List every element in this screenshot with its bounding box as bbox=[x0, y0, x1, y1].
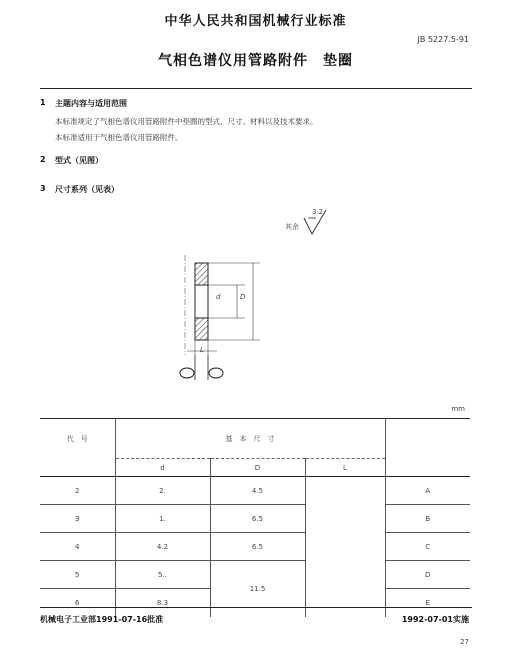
table-cell-mark: C bbox=[425, 542, 431, 551]
standard-organization-header: 中华人民共和国机械行业标准 bbox=[164, 14, 347, 29]
table-header-size-cell bbox=[115, 419, 385, 459]
approval-date: 机械电子工业部1991-07-16批准 bbox=[40, 615, 164, 624]
footer-rule bbox=[40, 607, 472, 608]
table-subheader-code bbox=[40, 459, 115, 477]
dimension-table bbox=[40, 418, 470, 617]
table-header-mark-cell bbox=[385, 419, 470, 459]
section-1-heading: 主题内容与适用范围 bbox=[55, 99, 127, 108]
dim-d-label: d bbox=[216, 293, 221, 301]
section-3-number: 3 bbox=[40, 184, 46, 193]
table-subheader-D: D bbox=[210, 459, 305, 477]
table-cell-code: 4 bbox=[40, 533, 115, 561]
roughness-label: 其余 bbox=[285, 223, 299, 231]
table-header-code-cell bbox=[40, 419, 115, 459]
washer-drawing bbox=[165, 255, 275, 390]
table-cell-code: 3 bbox=[40, 505, 115, 533]
header-rule bbox=[40, 88, 472, 89]
table-unit: mm bbox=[451, 405, 465, 413]
effective-date: 1992-07-01实施 bbox=[401, 615, 469, 624]
table-cell-D: 4.5 bbox=[210, 477, 305, 505]
table-cell-d: 2. bbox=[115, 477, 210, 505]
table-cell-L-merged bbox=[305, 477, 385, 617]
table-subheader-mark bbox=[385, 459, 470, 477]
standard-code: JB 5227.5-91 bbox=[417, 35, 469, 44]
table-row bbox=[40, 477, 470, 505]
table-cell-mark: D bbox=[425, 570, 431, 579]
table-row bbox=[40, 561, 470, 589]
table-cell-d: 4.2 bbox=[115, 533, 210, 561]
roughness-value: 3.2 bbox=[312, 208, 324, 216]
table-row bbox=[40, 533, 470, 561]
table-cell-D: 6.5 bbox=[210, 533, 305, 561]
table-cell-code: 6 bbox=[40, 589, 115, 617]
table-cell-D: 6.5 bbox=[210, 505, 305, 533]
table-cell-d: 5.. bbox=[115, 561, 210, 589]
section-1-number: 1 bbox=[40, 98, 46, 107]
section-1-paragraph-2: 本标准适用于气相色谱仪用管路附件。 bbox=[55, 133, 183, 142]
table-cell-d: 8.3 bbox=[115, 589, 210, 617]
table-cell-code: 2 bbox=[40, 477, 115, 505]
document-title: 气相色谱仪用管路附件 垫圈 bbox=[158, 53, 353, 69]
table-cell-D-merged: 11.5 bbox=[210, 561, 305, 617]
table-cell-mark: A bbox=[425, 486, 431, 495]
section-2-heading: 型式（见图） bbox=[55, 156, 103, 165]
table-header-code: 代 号 bbox=[66, 434, 88, 443]
table-subheader-d: d bbox=[115, 459, 210, 477]
page-number: 27 bbox=[460, 638, 469, 646]
dim-L-label: L bbox=[200, 346, 204, 354]
table-cell-mark: E bbox=[425, 598, 430, 607]
section-1-paragraph-1: 本标准规定了气相色谱仪用管路附件中垫圈的型式、尺寸、材料以及技术要求。 bbox=[55, 117, 318, 126]
table-header-size: 基 本 尺 寸 bbox=[225, 434, 275, 443]
dim-D-label: D bbox=[240, 293, 246, 301]
section-3-heading: 尺寸系列（见表） bbox=[55, 185, 119, 194]
table-row bbox=[40, 505, 470, 533]
section-2-number: 2 bbox=[40, 155, 46, 164]
table-cell-mark: B bbox=[425, 514, 431, 523]
table-cell-d: 1. bbox=[115, 505, 210, 533]
table-subheader-L: L bbox=[305, 459, 385, 477]
table-cell-code: 5 bbox=[40, 561, 115, 589]
